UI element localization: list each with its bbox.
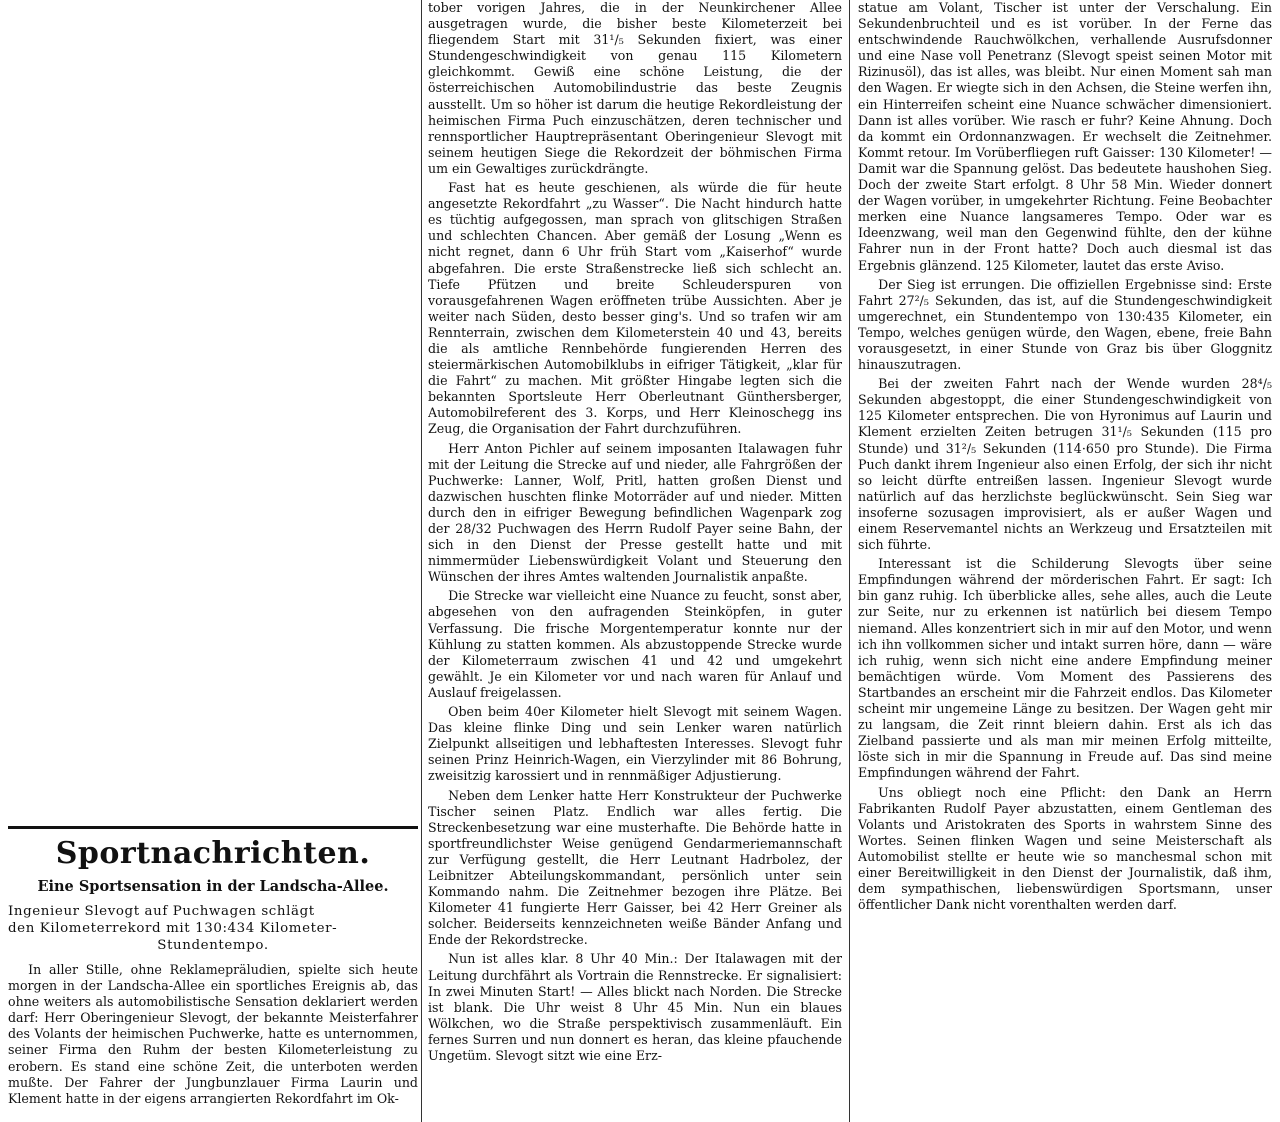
paragraph: In aller Stille, ohne Reklamepräludien, spielte sich heute morgen in der Landscha-Allee ein sportliches Ereignis ab, das ohne weiters als automobilistische Sensation deklariert werden darf: Herr Oberingenieur Slevogt, der bekannte Meisterfahrer des Volants der heimischen Puchwerke, hatte es unternommen, seiner Firma den Ruhm der besten Kilometerleistung zu erobern. Es stand eine schöne Zeit, die unterboten werden mußte. Der Fahrer der Jungbunzlauer Firma Laurin und Klement hatte in der eigens arrangierten Rekordfahrt im Ok-	[8, 962, 418, 1106]
article-column-3	[858, 0, 1272, 1122]
section-title: Sportnachrichten.	[55, 836, 371, 871]
paragraph: Interessant ist die Schilderung Slevogts über seine Empfindungen während der mörderischen Fahrt. Er sagt: Ich bin ganz ruhig. Ich überblicke alles, sehe alles, auch die Leute zur Seite, nur zu erkennen ist natürlich bei diesem Tempo niemand. Alles konzentriert sich in mir auf den Motor, und wenn ich ihn vollkommen sicher und intakt surren höre, dann — wäre ich ruhig, wenn sich nicht eine andere Empfindung meiner bemächtigen würde. Vom Moment des Passierens des Startbandes an erscheint mir die Fahrzeit endlos. Das Kilometer scheint mir ungemeine Länge zu besitzen. Der Wagen geht mir zu langsam, die Zeit rinnt bleiern dahin. Erst als ich das Zielband passierte und als man mir meinen Erfolg mitteilte, löste sich in mir die Spannung in Freude auf. Das sind meine Empfindungen während der Fahrt.	[858, 556, 1272, 781]
paragraph: Uns obliegt noch eine Pflicht: den Dank an Herrn Fabrikanten Rudolf Payer abzustatten, einem Gentleman des Volants und Aristokraten des Sports in wahrstem Sinne des Wortes. Seinen flinken Wagen und seine Meisterschaft als Automobilist stellte er heute wie so manchesmal schon mit einer Bereitwilligkeit in den Dienst der Journalistik, daß ihm, dem sympathischen, liebenswürdigen Sportsmann, unser öffentlicher Dank nicht vorenthalten werden darf.	[858, 784, 1272, 913]
paragraph: statue am Volant, Tischer ist unter der Verschalung. Ein Sekundenbruchteil und es ist vorüber. In der Ferne das entschwindende Rauchwölkchen, verhallende Ausrufsdonner und eine Nase voll Penetranz (Slevogt speist seinen Motor mit Rizinusöl), das ist alles, was bleibt. Nur einen Moment sah man den Wagen. Er wiegte sich in den Achsen, die Steine werfen ihn, ein Hinterreifen scheint eine Nuance schwächer dimensioniert. Dann ist alles vorüber. Wie rasch er fuhr? Keine Ahnung. Doch da kommt ein Ordonnanzwagen. Er wechselt die Zeitnehmer. Kommt retour. Im Vorüberfliegen ruft Gaisser: 130 Kilometer! — Damit war die Spannung gelöst. Das bedeutete haushohen Sieg. Doch der zweite Start erfolgt. 8 Uhr 58 Min. Wieder donnert der Wagen vorüber, in umgekehrter Richtung. Feine Beobachter merken eine Nuance langsameres Tempo. Oder war es Ideenzwang, weil man den Gegenwind fühlte, den der kühne Fahrer nun in der Front hatte? Doch auch diesmal ist das Ergebnis glänzend. 125 Kilometer, lautet das erste Aviso.	[858, 0, 1272, 273]
article-column-2	[428, 0, 842, 1122]
article-column-1	[8, 962, 418, 1107]
subhead-line-2: den Kilometerrekord mit 130:434 Kilometer-	[8, 921, 338, 936]
paragraph: Fast hat es heute geschienen, als würde die für heute angesetzte Rekordfahrt „zu Wasser“. Die Nacht hindurch hatte es tüchtig aufgegossen, man sprach von glitschigen Straßen und schlechten Chancen. Aber gemäß der Losung „Wenn es nicht regnet, dann 6 Uhr früh Start vom „Kaiserhof“ wurde abgefahren. Die erste Straßenstrecke ließ sich schlecht an. Tiefe Pfützen und breite Schleuderspuren von vorausgefahrenen Wagen eröffneten trübe Aussichten. Aber je weiter nach Süden, desto besser ging's. Und so trafen wir am Rennterrain, zwischen dem Kilometerstein 40 und 43, bereits die als amtliche Rennbehörde fungierenden Herren des steiermärkischen Automobilklubs in eifriger Tätigkeit, „klar für die Fahrt“ zu machen. Mit größter Hingabe legten sich die bekannten Sportsleute Herr Oberleutnant Günthersberger, Automobilreferent des 3. Korps, und Herr Kleinoschegg ins Zeug, die Organisation der Fahrt durchzuführen.	[428, 180, 842, 437]
paragraph: tober vorigen Jahres, die in der Neunkirchener Allee ausgetragen wurde, die bisher beste Kilometerzeit bei fliegendem Start mit 31¹/₅ Sekunden fixiert, was einer Stundengeschwindigkeit von genau 115 Kilometern gleichkommt. Gewiß eine schöne Leistung, die der österreichischen Automobilindustrie das beste Zeugnis ausstellt. Um so höher ist darum die heutige Rekordleistung der heimischen Firma Puch einzuschätzen, deren technischer und rennsportlicher Hauptrepräsentant Oberingenieur Slevogt mit seinem heutigen Siege die Rekordzeit der böhmischen Firma um ein Gewaltiges zurückdrängte.	[428, 0, 842, 176]
article-subhead	[8, 903, 418, 954]
column-divider-right	[849, 0, 850, 1122]
paragraph: Der Sieg ist errungen. Die offiziellen Ergebnisse sind: Erste Fahrt 27²/₅ Sekunden, das ist, auf die Stundengeschwindigkeit umgerechnet, ein Stundentempo von 130:435 Kilometer, ein Tempo, welches genügen würde, den Wagen, ebene, freie Bahn vorausgesetzt, in einer Stunde von Graz bis über Gloggnitz hinauszutragen.	[858, 276, 1272, 373]
paragraph: Nun ist alles klar. 8 Uhr 40 Min.: Der Italawagen mit der Leitung durchfährt als Vortrain die Rennstrecke. Er signalisiert: In zwei Minuten Start! — Alles blickt nach Norden. Die Strecke ist blank. Die Uhr weist 8 Uhr 45 Min. Nun ein blaues Wölkchen, wo die Straße perspektivisch zusammenläuft. Ein fernes Surren und nun donnert es heran, das kleine pfauchende Ungetüm. Slevogt sitzt wie eine Erz-	[428, 951, 842, 1063]
paragraph: Bei der zweiten Fahrt nach der Wende wurden 28⁴/₅ Sekunden abgestoppt, die einer Stundengeschwindigkeit von 125 Kilometer entsprechen. Die von Hyronimus auf Laurin und Klement erzielten Zeiten betrugen 31¹/₅ Sekunden (115 pro Stunde) und 31²/₅ Sekunden (114·650 pro Stunde). Die Firma Puch dankt ihrem Ingenieur also einen Erfolg, der sich ihr nicht so leicht dürfte entreißen lassen. Ingenieur Slevogt wurde natürlich auf das herzlichste beglückwünscht. Sein Sieg war insoferne sozusagen improvisiert, als er außer Wagen und einem Reservemantel nichts an Werkzeug und Ersatzteilen mit sich führte.	[858, 376, 1272, 553]
paragraph: Neben dem Lenker hatte Herr Konstrukteur der Puchwerke Tischer seinen Platz. Endlich war alles fertig. Die Streckenbesetzung war eine musterhafte. Die Behörde hatte in sportfreundlichster Weise genügend Gendarmeriemannschaft zur Verfügung gestellt, die Herr Leutnant Hadrbolez, der Leibnitzer Abteilungskommandant, persönlich unter sein Kommando nahm. Die Zeitnehmer bezogen ihre Plätze. Bei Kilometer 41 fungierte Herr Gaisser, bei 42 Herr Greiner als solcher. Beiderseits kennzeichneten weiße Bänder Anfang und Ende der Rekordstrecke.	[428, 787, 842, 948]
subhead-line-3: Stundentempo.	[157, 938, 269, 953]
article-headline: Eine Sportsensation in der Landscha-Allee.	[37, 878, 389, 895]
section-rule	[8, 826, 418, 829]
column-divider-left	[421, 0, 422, 1122]
paragraph: Oben beim 40er Kilometer hielt Slevogt mit seinem Wagen. Das kleine flinke Ding und sein Lenker waren natürlich Zielpunkt allseitigen und lebhaftesten Interesses. Slevogt fuhr seinen Prinz Heinrich-Wagen, ein Vierzylinder mit 86 Bohrung, zweisitzig karossiert und in rennmäßiger Adjustierung.	[428, 704, 842, 784]
paragraph: Die Strecke war vielleicht eine Nuance zu feucht, sonst aber, abgesehen von den aufragenden Steinköpfen, in guter Verfassung. Die frische Morgentemperatur konnte nur der Kühlung zu statten kommen. Als abzustoppende Strecke wurde der Kilometerraum zwischen 41 und 42 und umgekehrt gewählt. Je ein Kilometer vor und nach waren für Anlauf und Auslauf freigelassen.	[428, 588, 842, 700]
subhead-line-1: Ingenieur Slevogt auf Puchwagen schlägt	[8, 904, 315, 919]
paragraph: Herr Anton Pichler auf seinem imposanten Italawagen fuhr mit der Leitung die Strecke auf und nieder, alle Fahrgrößen der Puchwerke: Lanner, Wolf, Pritl, hatten großen Dienst und dazwischen huschten flinke Motorräder auf und nieder. Mitten durch den in eifriger Bewegung befindlichen Wagenpark zog der 28/32 Puchwagen des Herrn Rudolf Payer seine Bahn, der sich in den Dienst der Presse gestellt hatte und mit nimmermüder Liebenswürdigkeit Volant und Steuerung den Wünschen der ihres Amtes waltenden Journalistik anpaßte.	[428, 440, 842, 585]
